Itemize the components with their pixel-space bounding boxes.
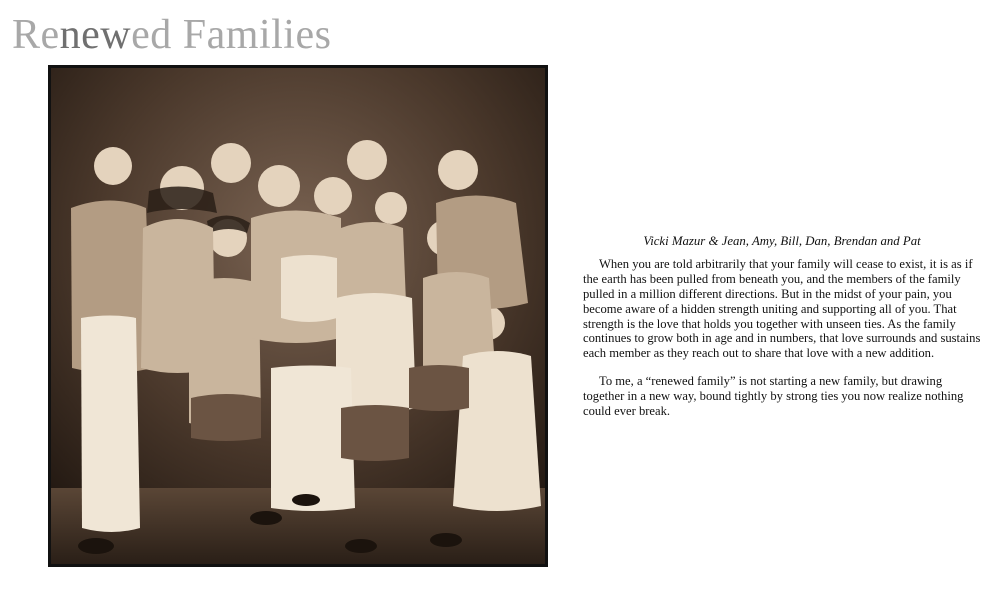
story-text	[583, 234, 981, 432]
photo-caption: Vicki Mazur & Jean, Amy, Bill, Dan, Brendan and Pat	[643, 234, 921, 248]
family-photo-image	[51, 68, 545, 564]
story-paragraph-2: To me, a “renewed family” is not starting a new family, but drawing together in a new way, bound tightly by strong ties you now realize nothing could ever break.	[583, 374, 964, 418]
story-paragraph-1: When you are told arbitrarily that your family will cease to exist, it is as if the earth has been pulled from beneath you, and the members of the family pulled in a million different directions. But in the midst of your pain, you become aware of a hidden strength uniting and supporting all of you. That strength is the love that holds you together with unseen ties. As the family continues to grow both in age and in numbers, that love surrounds and sustains each member as they reach out to share that love with a new addition.	[583, 257, 981, 361]
page-title	[12, 14, 331, 56]
family-photo	[48, 65, 548, 567]
page-title-part-3: ed Families	[131, 12, 332, 58]
page-title-part-1: Re	[12, 12, 60, 58]
page-title-part-2: new	[59, 12, 132, 58]
